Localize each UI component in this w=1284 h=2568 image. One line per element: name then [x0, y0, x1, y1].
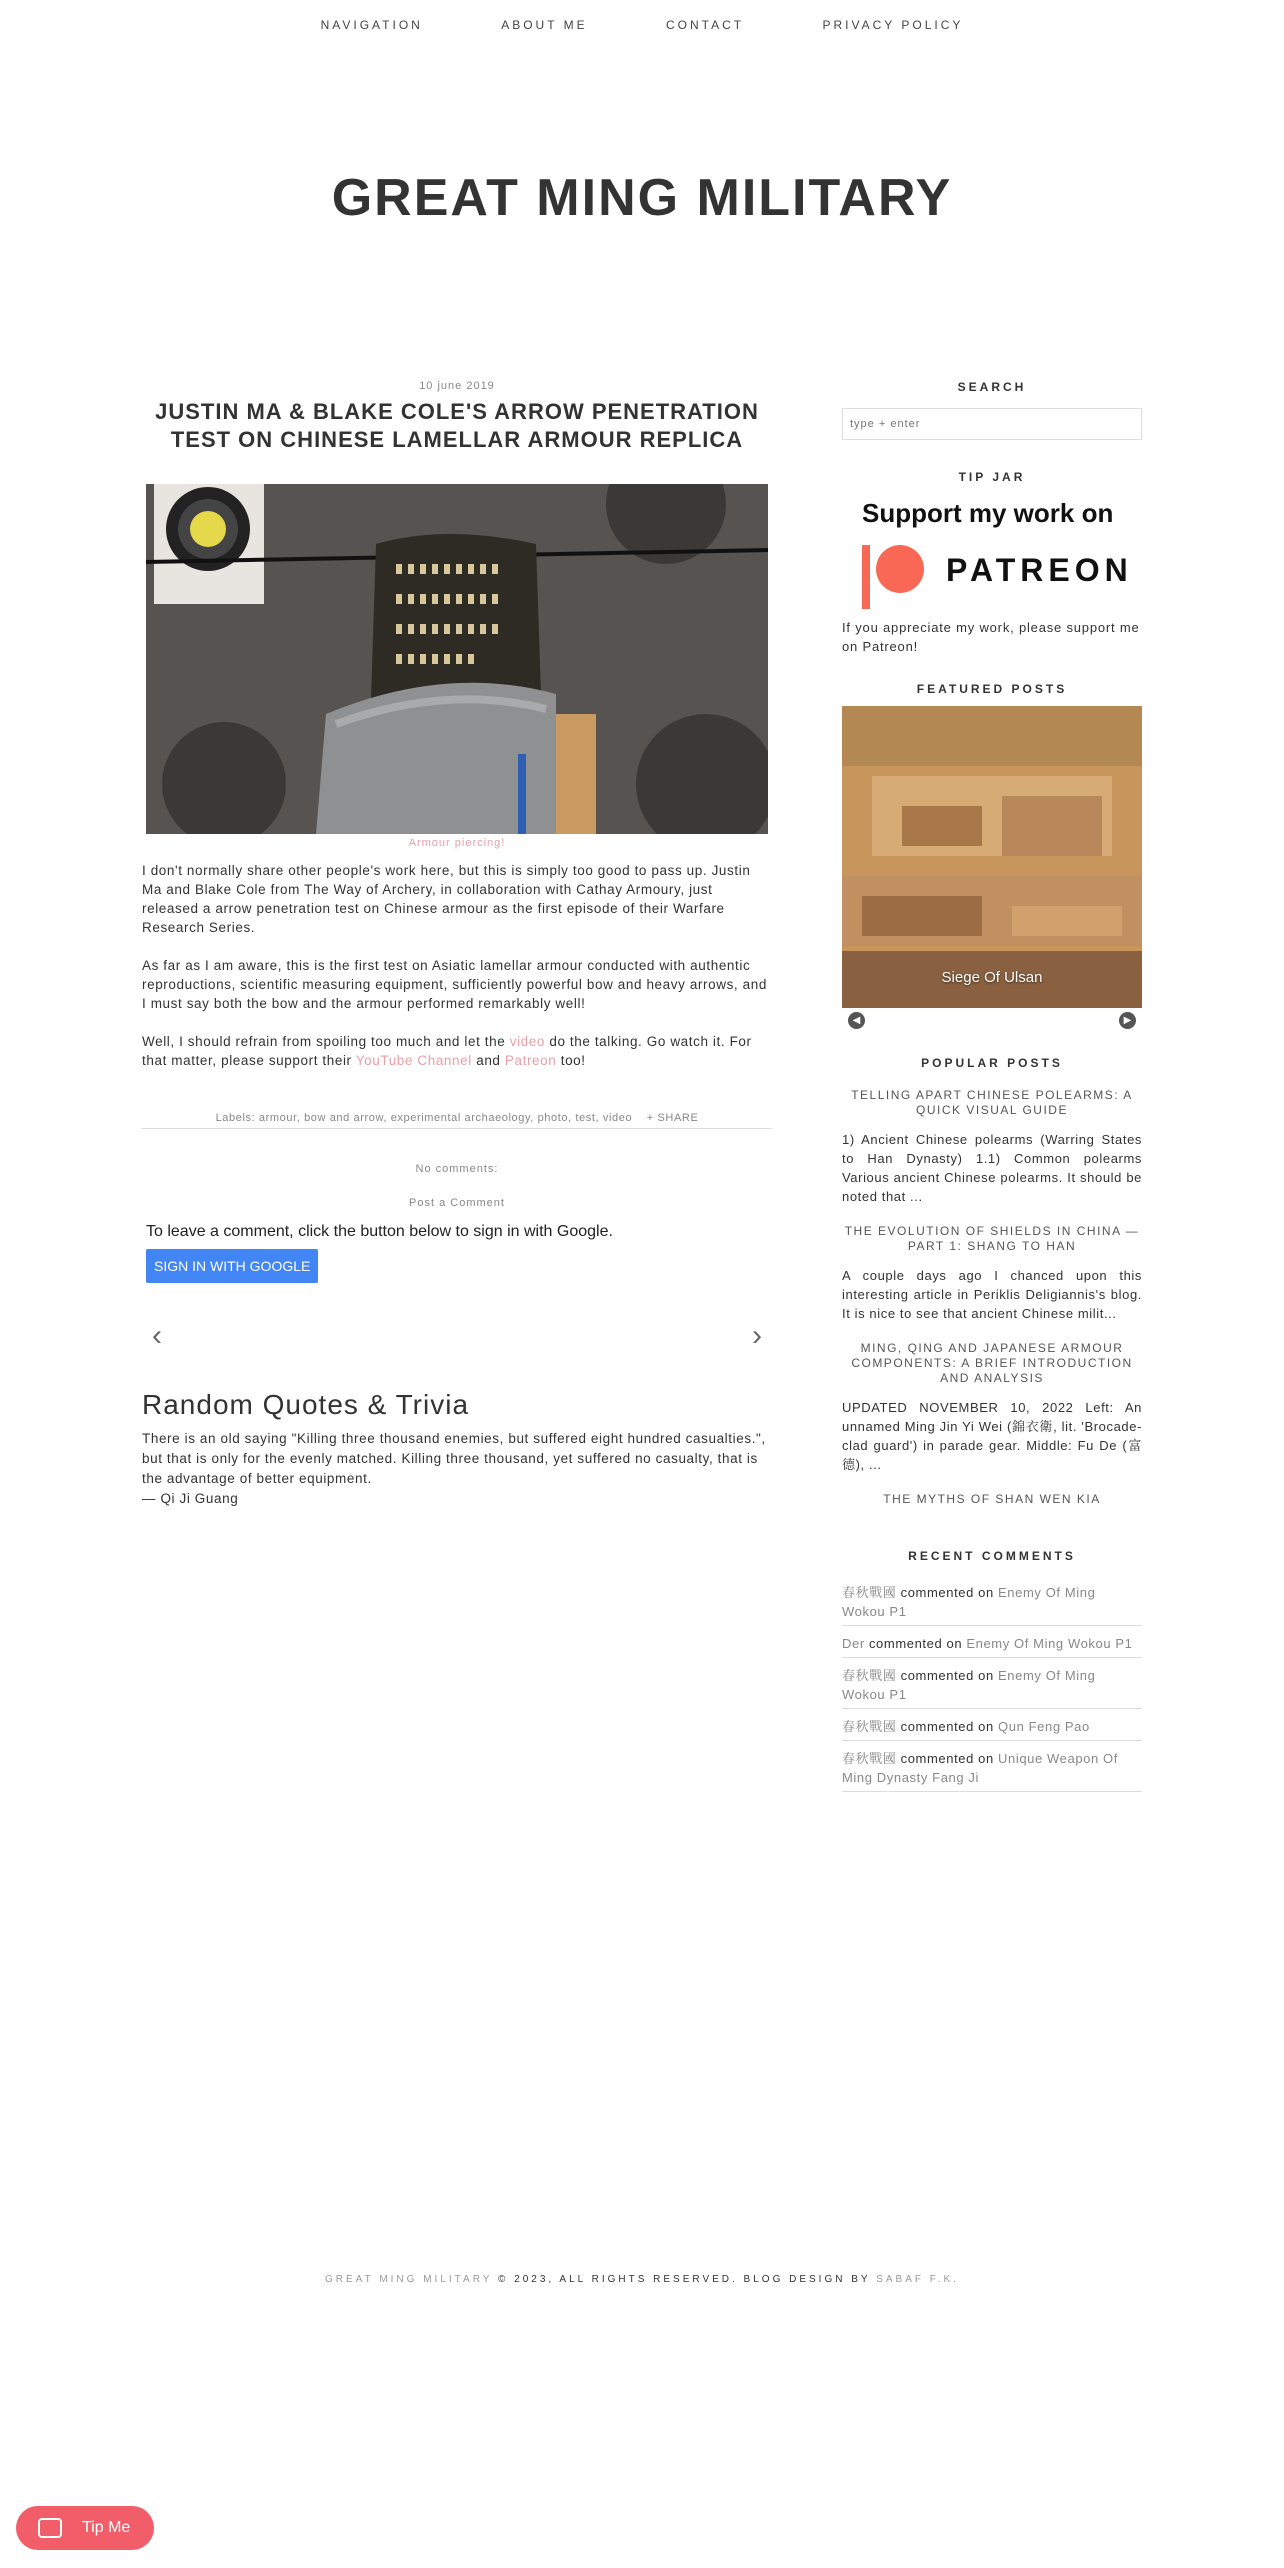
- comment-post-link[interactable]: Unique Weapon Of Ming Dynasty Fang Ji: [842, 1751, 1118, 1785]
- paragraph-text: and: [471, 1053, 505, 1068]
- site-title[interactable]: GREAT MING MILITARY: [331, 169, 953, 227]
- share-button[interactable]: + SHARE: [646, 1112, 699, 1124]
- nav-about-me[interactable]: ABOUT ME: [501, 18, 588, 32]
- comment-verb: commented on: [896, 1668, 999, 1683]
- nav-privacy-policy[interactable]: PRIVACY POLICY: [822, 18, 964, 32]
- comment-post-link[interactable]: Enemy Of Ming Wokou P1: [966, 1636, 1133, 1651]
- featured-post-slide[interactable]: [842, 706, 1142, 1008]
- siege-painting: [842, 706, 1142, 1008]
- top-navigation: [0, 18, 1284, 32]
- carousel-controls: [842, 1012, 1142, 1036]
- newer-post-arrow-icon[interactable]: ‹: [152, 1319, 162, 1352]
- sidebar: [842, 380, 1142, 1792]
- trivia-author: — Qi Ji Guang: [142, 1491, 239, 1506]
- post-date: 10 june 2019: [419, 380, 495, 392]
- popular-post-snippet: 1) Ancient Chinese polearms (Warring States to Han Dynasty) 1.1) Common polearms Various ancient Chinese polearms. It should be noted that ...: [842, 1132, 1142, 1204]
- tip-me-button[interactable]: [16, 2506, 154, 2550]
- comment-author[interactable]: 春秋戰國: [842, 1751, 897, 1766]
- nav-contact[interactable]: CONTACT: [666, 18, 745, 32]
- post-title[interactable]: JUSTIN MA & BLAKE COLE'S ARROW PENETRATION TEST ON CHINESE LAMELLAR ARMOUR REPLICA: [155, 399, 759, 452]
- video-link[interactable]: video: [509, 1034, 545, 1049]
- patreon-wordmark: PATREON: [946, 552, 1133, 588]
- post-labels: [142, 1112, 772, 1129]
- post-paragraph-3: [142, 1032, 772, 1070]
- trivia-section: [142, 1389, 772, 1509]
- popular-posts-heading: POPULAR POSTS: [921, 1056, 1063, 1070]
- older-post-arrow-icon[interactable]: ›: [752, 1319, 762, 1352]
- comment-verb: commented on: [896, 1751, 999, 1766]
- footer-site-link[interactable]: GREAT MING MILITARY: [325, 2274, 493, 2285]
- footer-designer-link[interactable]: SABAF F.K.: [876, 2274, 959, 2285]
- post-image[interactable]: [146, 484, 768, 834]
- tip-me-label: Tip Me: [82, 2519, 131, 2536]
- search-heading: SEARCH: [957, 380, 1027, 394]
- patreon-logo-bar-icon: [862, 545, 870, 609]
- patreon-support-text: Support my work on: [862, 498, 1114, 528]
- armour-photo: [146, 484, 768, 834]
- popular-post-snippet: UPDATED NOVEMBER 10, 2022 Left: An unnamed Ming Jin Yi Wei (錦衣衛, lit. 'Brocade-clad guard') in parade gear. Middle: Fu De (富德), ...: [842, 1400, 1142, 1472]
- main-column: [142, 380, 772, 1509]
- footer: [0, 2274, 1284, 2285]
- patreon-appeal: If you appreciate my work, please support me on Patreon!: [842, 620, 1140, 654]
- patreon-logo-circle-icon: [876, 545, 924, 593]
- trivia-title: Random Quotes & Trivia: [142, 1389, 470, 1420]
- search-input[interactable]: [842, 408, 1142, 440]
- labels-text[interactable]: Labels: armour, bow and arrow, experimental archaeology, photo, test, video: [215, 1112, 633, 1124]
- post-comment-heading: Post a Comment: [409, 1197, 505, 1209]
- comment-verb: commented on: [896, 1719, 999, 1734]
- paragraph-text: do the talking. Go watch it. For that matter, please support their: [142, 1034, 752, 1068]
- paragraph-text: Well, I should refrain from spoiling too much and let the: [142, 1034, 510, 1049]
- popular-post-snippet: A couple days ago I chanced upon this interesting article in Periklis Deligiannis's blog. It is nice to see that ancient Chinese milit...: [842, 1268, 1142, 1321]
- paragraph-text: too!: [556, 1053, 586, 1068]
- comment-author[interactable]: 春秋戰國: [842, 1668, 897, 1683]
- patreon-link[interactable]: Patreon: [504, 1053, 557, 1068]
- featured-posts-heading: FEATURED POSTS: [916, 682, 1068, 696]
- trivia-quote: There is an old saying "Killing three thousand enemies, but suffered eight hundred casualties.", but that is only for the evenly matched. Killing three thousand, yet suffered no casualty, that is the advantage of better equipment.: [142, 1431, 766, 1486]
- footer-rights: © 2023, ALL RIGHTS RESERVED. BLOG DESIGN BY: [492, 2274, 877, 2285]
- recent-comment: [842, 1658, 1142, 1709]
- popular-post-title[interactable]: THE MYTHS OF SHAN WEN KIA: [883, 1492, 1101, 1506]
- comment-count: No comments:: [415, 1163, 499, 1175]
- recent-comment: [842, 1741, 1142, 1792]
- tip-jar-heading: TIP JAR: [958, 470, 1026, 484]
- recent-comments-heading: RECENT COMMENTS: [908, 1549, 1076, 1563]
- carousel-next-icon[interactable]: ▶: [1119, 1012, 1136, 1029]
- post-paragraph-1: I don't normally share other people's work here, but this is simply too good to pass up. Justin Ma and Blake Cole from The Way of Archery, in collaboration with Cathay Armoury, just released a arrow penetration test on Chinese armour as the first episode of their Warfare Research Series.: [142, 863, 751, 935]
- coffee-cup-icon: [38, 2518, 62, 2538]
- post-pager: [142, 1319, 772, 1359]
- popular-post-title[interactable]: TELLING APART CHINESE POLEARMS: A QUICK VISUAL GUIDE: [851, 1088, 1133, 1117]
- comment-post-link[interactable]: Enemy Of Ming Wokou P1: [842, 1585, 1096, 1619]
- patreon-banner[interactable]: [842, 498, 1142, 604]
- recent-comment: [842, 1575, 1142, 1626]
- carousel-prev-icon[interactable]: ◀: [848, 1012, 865, 1029]
- youtube-channel-link[interactable]: YouTube Channel: [355, 1053, 472, 1068]
- popular-post-title[interactable]: THE EVOLUTION OF SHIELDS IN CHINA — PART 1: SHANG TO HAN: [844, 1224, 1140, 1253]
- comment-post-link[interactable]: Qun Feng Pao: [998, 1719, 1090, 1734]
- post-paragraph-2: As far as I am aware, this is the first test on Asiatic lamellar armour conducted with authentic reproductions, scientific measuring equipment, sufficiently powerful bow and heavy arrows, and I must say both the bow and the armour performed remarkably well!: [142, 958, 767, 1011]
- comment-post-link[interactable]: Enemy Of Ming Wokou P1: [842, 1668, 1096, 1702]
- image-caption: Armour piercing!: [408, 837, 506, 849]
- popular-post-title[interactable]: MING, QING AND JAPANESE ARMOUR COMPONENTS: A BRIEF INTRODUCTION AND ANALYSIS: [851, 1341, 1133, 1385]
- comment-instructions: To leave a comment, click the button below to sign in with Google.: [146, 1223, 613, 1240]
- comment-author[interactable]: 春秋戰國: [842, 1585, 897, 1600]
- post-body: [142, 861, 772, 1070]
- comment-author[interactable]: Der: [842, 1636, 865, 1651]
- recent-comments-list: [842, 1575, 1142, 1792]
- comment-author[interactable]: 春秋戰國: [842, 1719, 897, 1734]
- recent-comment: [842, 1709, 1142, 1741]
- nav-navigation[interactable]: NAVIGATION: [320, 18, 423, 32]
- featured-post-title[interactable]: Siege Of Ulsan: [941, 969, 1043, 986]
- recent-comment: [842, 1626, 1142, 1658]
- sign-in-with-google-button[interactable]: SIGN IN WITH GOOGLE: [146, 1249, 318, 1283]
- comment-verb: commented on: [864, 1636, 967, 1651]
- comment-verb: commented on: [896, 1585, 999, 1600]
